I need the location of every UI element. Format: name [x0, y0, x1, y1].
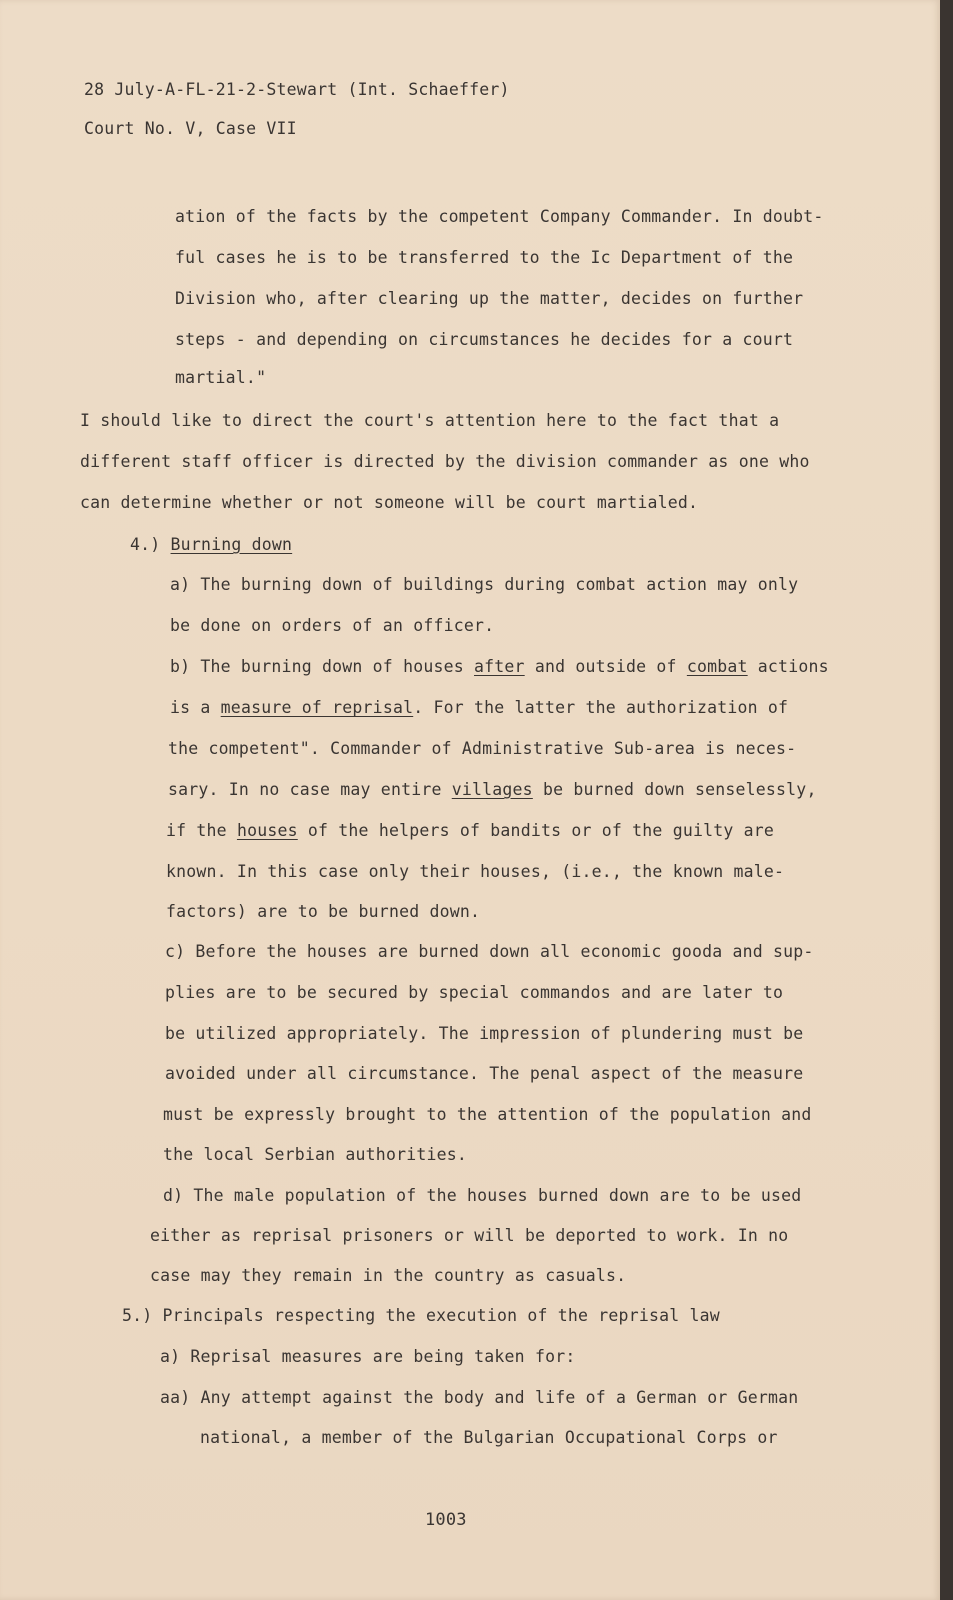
text-line: d) The male population of the houses burned down are to be used	[163, 1186, 802, 1205]
underlined-word: houses	[236, 821, 298, 840]
section-title: Burning down	[170, 535, 293, 554]
text-line: known. In this case only their houses, (i.e., the known male-	[166, 862, 785, 881]
text-line	[170, 657, 829, 677]
text-fragment: if the	[166, 821, 237, 840]
text-fragment: b) The burning down of houses	[170, 657, 475, 676]
text-fragment: is a	[170, 698, 221, 717]
text-line: national, a member of the Bulgarian Occupational Corps or	[200, 1428, 778, 1447]
text-fragment: sary. In no case may entire	[168, 780, 452, 799]
text-line: ation of the facts by the competent Company Commander. In doubt-	[175, 207, 824, 226]
text-line: martial."	[175, 368, 267, 387]
text-fragment: be burned down senselessly,	[532, 780, 817, 799]
text-line: steps - and depending on circumstances he decides for a court	[175, 330, 794, 349]
text-line: ful cases he is to be transferred to the Ic Department of the	[175, 248, 794, 267]
text-line	[170, 698, 788, 718]
text-line: I should like to direct the court's attention here to the fact that a	[80, 411, 780, 430]
text-line: avoided under all circumstance. The penal aspect of the measure	[165, 1064, 804, 1083]
text-line: aa) Any attempt against the body and life of a German or German	[160, 1388, 799, 1407]
text-line: c) Before the houses are burned down all economic gooda and sup-	[165, 942, 814, 961]
text-line: a) Reprisal measures are being taken for:	[160, 1347, 576, 1366]
header-reference: 28 July-A-FL-21-2-Stewart (Int. Schaeffer)	[84, 80, 510, 99]
underlined-word: measure of reprisal	[220, 698, 414, 717]
text-line	[168, 780, 817, 800]
text-fragment: actions	[747, 657, 829, 676]
section-number: 4.)	[130, 535, 161, 554]
text-line: either as reprisal prisoners or will be deported to work. In no	[150, 1226, 789, 1245]
text-line: case may they remain in the country as casuals.	[150, 1266, 627, 1285]
text-fragment: and outside of	[524, 657, 687, 676]
page-number: 1003	[425, 1510, 467, 1530]
underlined-word: combat	[686, 657, 748, 676]
text-line: different staff officer is directed by the division commander as one who	[80, 452, 810, 471]
scan-edge	[940, 0, 953, 1600]
text-line: factors) are to be burned down.	[166, 902, 481, 921]
text-line: be done on orders of an officer.	[170, 616, 495, 635]
header-court: Court No. V, Case VII	[84, 119, 297, 138]
text-fragment: of the helpers of bandits or of the guilty are	[297, 821, 775, 840]
text-line: plies are to be secured by special commandos and are later to	[165, 983, 784, 1002]
text-line: Division who, after clearing up the matter, decides on further	[175, 289, 804, 308]
underlined-word: villages	[451, 780, 533, 799]
text-line: the local Serbian authorities.	[163, 1145, 468, 1164]
text-line: the competent". Commander of Administrative Sub-area is neces-	[168, 739, 797, 758]
text-line: must be expressly brought to the attention of the population and	[163, 1105, 812, 1124]
text-fragment: . For the latter the authorization of	[413, 698, 789, 717]
text-line: a) The burning down of buildings during combat action may only	[170, 575, 799, 594]
section-heading: 5.) Principals respecting the execution of the reprisal law	[122, 1306, 720, 1325]
text-line	[166, 821, 774, 841]
section-heading	[130, 535, 292, 555]
text-line: can determine whether or not someone will be court martialed.	[80, 493, 699, 512]
underlined-word: after	[474, 657, 525, 676]
text-line: be utilized appropriately. The impression of plundering must be	[165, 1024, 804, 1043]
